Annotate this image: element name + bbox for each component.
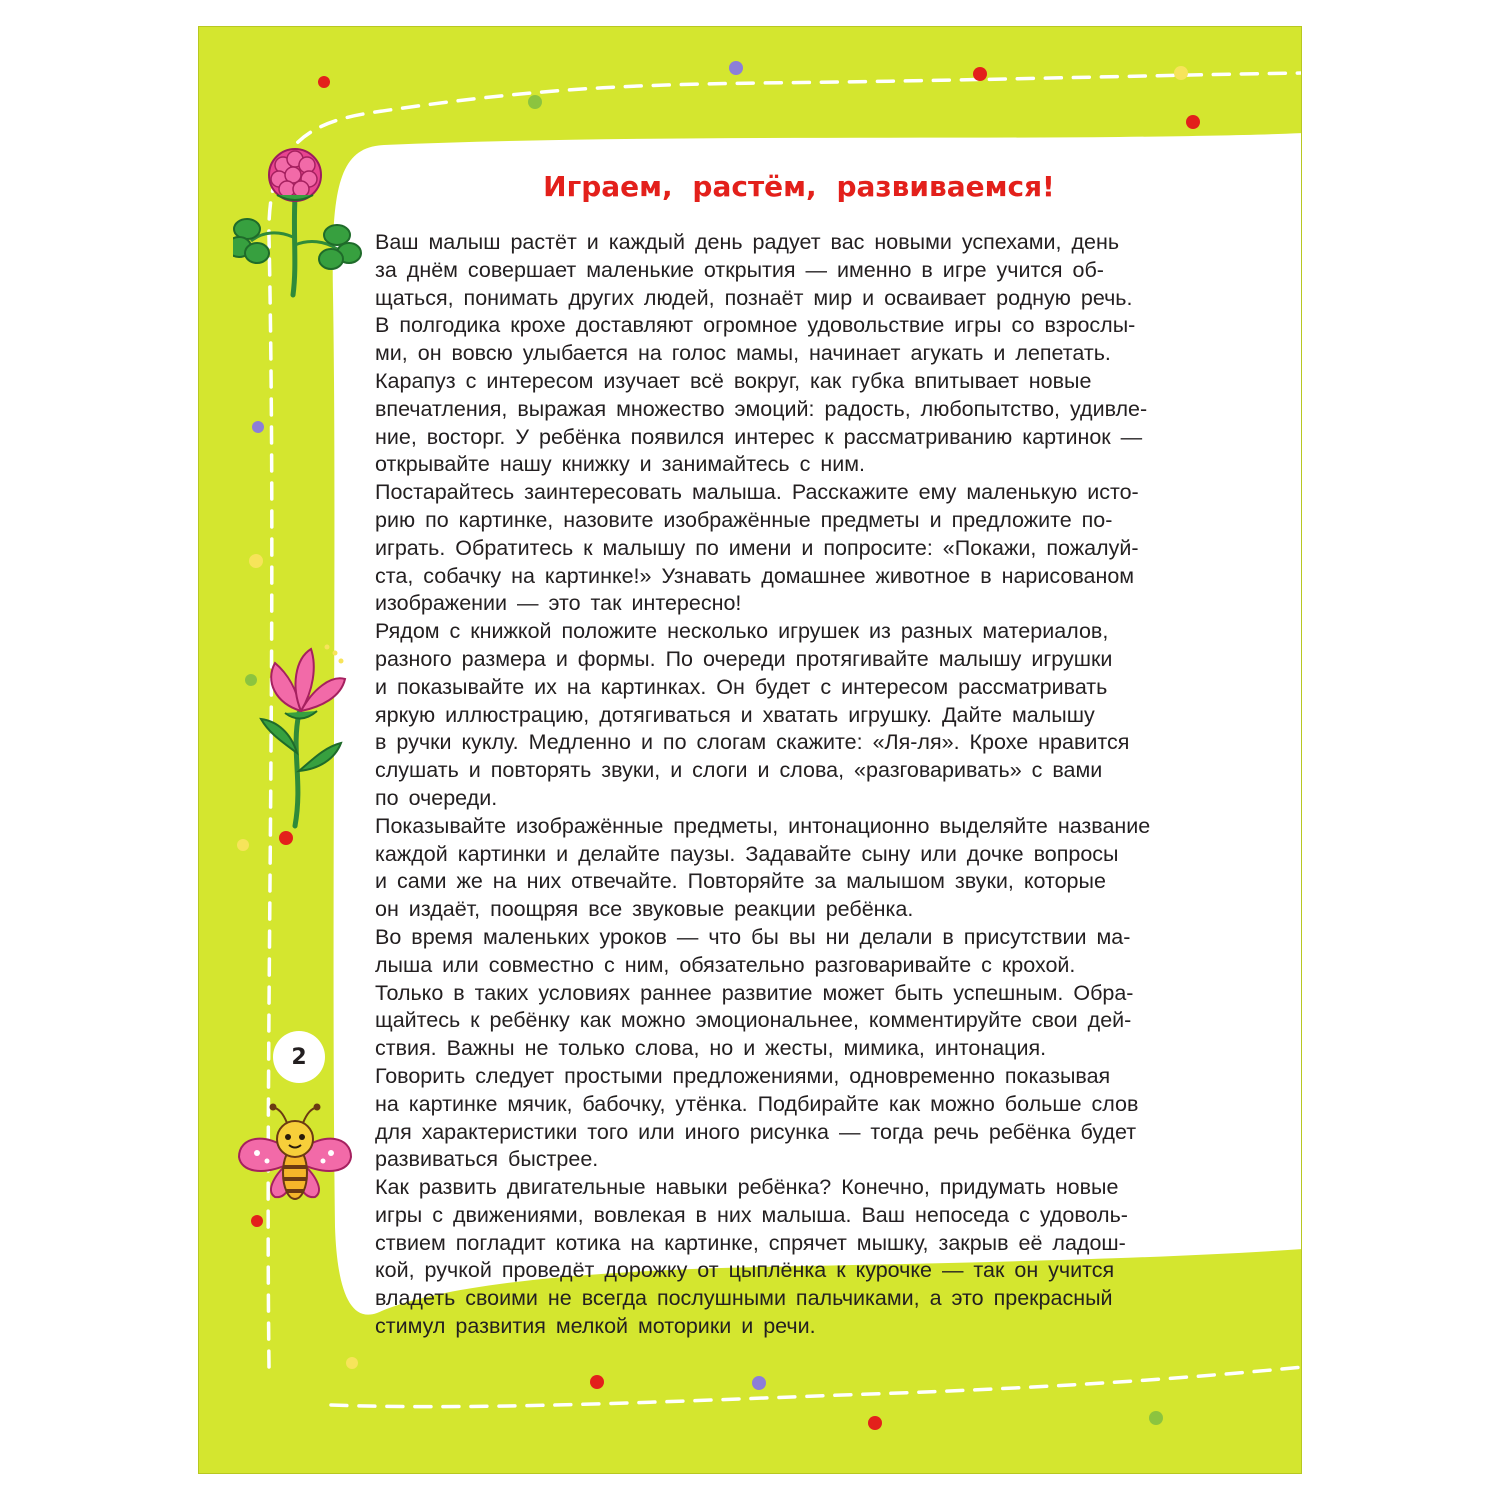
page-number-badge [273,1031,325,1083]
text-line: Карапуз с интересом изучает всё вокруг, как губка впитывает новые [375,368,1092,393]
text-line: владеть своими не всегда послушными пальчиками, а это прекрасный [375,1286,1113,1311]
text-line: Как развить двигательные навыки ребёнка? Конечно, придумать новые [375,1175,1119,1200]
text-line: и показывайте их на картинках. Он будет с интересом рассматривать [375,674,1108,699]
text-line: яркую иллюстрацию, дотягиваться и хватать игрушку. Дайте малышу [375,702,1095,727]
text-line: в ручки куклу. Медленно и по слогам скажите: «Ля-ля». Крохе нравится [375,730,1130,755]
dashed-trail-bottom [331,1367,1302,1407]
clover-flower-icon [233,145,363,315]
text-line: впечатления, выражая множество эмоций: радость, любопытство, удивле- [375,396,1148,421]
text-line: каждой картинки и делайте паузы. Задавайте сыну или дочке вопросы [375,841,1119,866]
book-page [198,26,1302,1474]
text-line: развиваться быстрее. [375,1147,599,1172]
text-line: Рядом с книжкой положите несколько игрушек из разных материалов, [375,619,1109,644]
text-line: играть. Обратитесь к малышу по имени и попросите: «Покажи, пожалуй- [375,535,1139,560]
text-line: ста, собачку на картинке!» Узнавать домашнее животное в нарисованом [375,563,1135,588]
text-line: ствием погладит котика на картинке, спрячет мышку, закрыв её ладош- [375,1230,1126,1255]
bee-butterfly-icon [235,1101,355,1209]
text-line: игры с движениями, вовлекая в них малыша. Ваш непоседа с удоволь- [375,1202,1128,1227]
text-line: Постарайтесь заинтересовать малыша. Расскажите ему маленькую исто- [375,480,1139,505]
page-number: 2 [291,1044,307,1070]
text-line: на картинке мячик, бабочку, утёнка. Подбирайте как можно больше слов [375,1091,1139,1116]
text-line: кой, ручкой проведёт дорожку от цыплёнка к курочке — так он учится [375,1258,1115,1283]
text-line: Только в таких условиях раннее развитие может быть успешным. Обра- [375,980,1134,1005]
text-line: ми, он вовсю улыбается на голос мамы, начинает агукать и лепетать. [375,341,1111,366]
text-line: изображении — это так интересно! [375,591,742,616]
text-line: он издаёт, поощряя все звуковые реакции ребёнка. [375,897,914,922]
text-line: и сами же на них отвечайте. Повторяйте за малышом звуки, которые [375,869,1106,894]
text-line: ние, восторг. У ребёнка появился интерес к рассматриванию картинок — [375,424,1143,449]
text-line: по очереди. [375,785,498,810]
text-line: слушать и повторять звуки, и слоги и слова, «разговаривать» с вами [375,758,1103,783]
text-line: разного размера и формы. По очереди протягивайте малышу игрушки [375,646,1113,671]
text-line: щайтесь к ребёнку как можно эмоциональнее, комментируйте свои дей- [375,1008,1132,1033]
body-text [375,229,1215,1341]
page-title: Играем, растём, развиваемся! [543,170,1055,203]
text-line: ствия. Важны не только слова, но и жесты, мимика, интонация. [375,1036,1047,1061]
text-line: Показывайте изображённые предметы, интонационно выделяйте название [375,813,1151,838]
text-line: рию по картинке, назовите изображённые предметы и предложите по- [375,507,1113,532]
text-line: щаться, понимать других людей, познаёт мир и осваивает родную речь. [375,285,1133,310]
text-line: за днём совершает маленькие открытия — именно в игре учится об- [375,257,1104,282]
text-content [375,167,1215,1341]
text-line: В полгодика крохе доставляют огромное удовольствие игры со взрослы- [375,313,1136,338]
text-line: лыша или совместно с ним, обязательно разговаривайте с крохой. [375,952,1076,977]
text-line: Во время маленьких уроков — что бы вы ни делали в присутствии ма- [375,924,1131,949]
text-line: стимул развития мелкой моторики и речи. [375,1314,816,1339]
text-line: для характеристики того или иного рисунка — тогда речь ребёнка будет [375,1119,1137,1144]
pink-flower-icon [255,641,351,831]
text-line: Ваш малыш растёт и каждый день радует вас новыми успехами, день [375,230,1120,254]
text-line: открывайте нашу книжку и занимайтесь с ним. [375,452,865,477]
text-line: Говорить следует простыми предложениями, одновременно показывая [375,1063,1111,1088]
